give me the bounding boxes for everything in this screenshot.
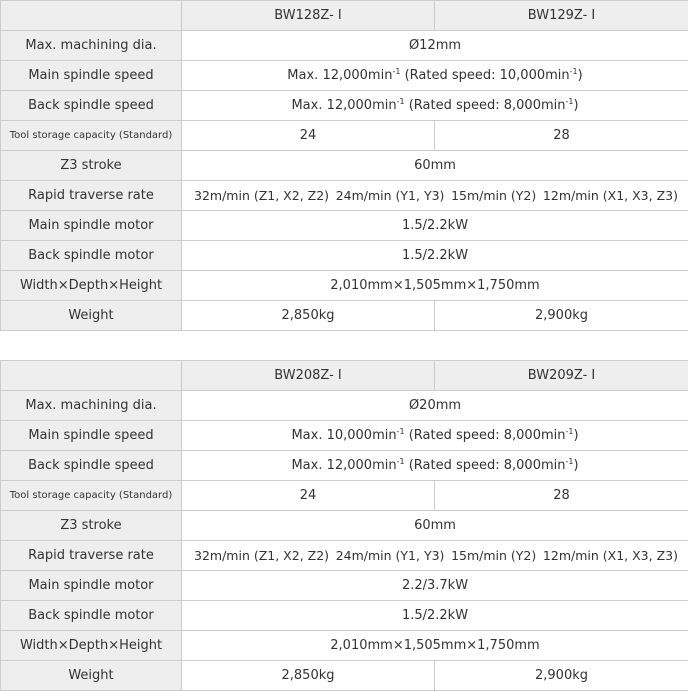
row-value: 60mm <box>182 151 688 181</box>
row-value: 1.5/2.2kW <box>182 241 688 271</box>
spec-row-back-spindle-motor <box>1 241 688 271</box>
paren-close: ) <box>573 98 579 113</box>
row-value: 24 <box>182 121 435 151</box>
paren-close: ) <box>573 458 579 473</box>
row-label: Width×Depth×Height <box>1 271 182 301</box>
row-label: Main spindle motor <box>1 571 182 601</box>
row-value <box>182 541 688 571</box>
header-row <box>1 1 688 31</box>
exponent: -1 <box>565 427 574 436</box>
spec-row-main-spindle-speed <box>1 61 688 91</box>
spec-row-rapid-traverse <box>1 181 688 211</box>
spec-row-main-spindle-speed <box>1 421 688 451</box>
row-value: 2,010mm×1,505mm×1,750mm <box>182 271 688 301</box>
model-header: BW128Z- Ⅰ <box>182 1 435 31</box>
spec-table <box>0 360 688 691</box>
row-value: 1.5/2.2kW <box>182 601 688 631</box>
rapid-value: 32m/min (Z1, X2, Z2) <box>194 188 330 203</box>
row-label: Main spindle speed <box>1 61 182 91</box>
row-label: Z3 stroke <box>1 151 182 181</box>
rapid-value: 24m/min (Y1, Y3) <box>335 188 445 203</box>
row-label: Back spindle motor <box>1 241 182 271</box>
row-label: Tool storage capacity (Standard) <box>1 481 182 511</box>
header-row <box>1 361 688 391</box>
rapid-value: 32m/min (Z1, X2, Z2) <box>194 548 330 563</box>
row-label: Weight <box>1 661 182 691</box>
spec-row-tool-storage <box>1 481 688 511</box>
header-corner <box>1 361 182 391</box>
paren-close: ) <box>577 68 583 83</box>
rapid-values <box>182 188 688 203</box>
rapid-value: 12m/min (X1, X3, Z3) <box>542 548 678 563</box>
spec-row-main-spindle-motor <box>1 571 688 601</box>
row-value: 1.5/2.2kW <box>182 211 688 241</box>
row-value <box>182 91 688 121</box>
row-value: 2,900kg <box>435 301 688 331</box>
speed-rated: (Rated speed: 8,000min <box>404 98 566 113</box>
rapid-value: 15m/min (Y2) <box>451 188 537 203</box>
paren-close: ) <box>573 428 579 443</box>
row-value <box>182 421 688 451</box>
rapid-value: 12m/min (X1, X3, Z3) <box>542 188 678 203</box>
row-value: 24 <box>182 481 435 511</box>
exponent: -1 <box>396 427 405 436</box>
spec-row-machining-dia <box>1 391 688 421</box>
rapid-value: 15m/min (Y2) <box>451 548 537 563</box>
rapid-values <box>182 548 688 563</box>
row-value: 2,010mm×1,505mm×1,750mm <box>182 631 688 661</box>
speed-rated: (Rated speed: 8,000min <box>404 458 566 473</box>
row-value: 60mm <box>182 511 688 541</box>
speed-rated: (Rated speed: 10,000min <box>400 68 570 83</box>
row-value <box>182 61 688 91</box>
row-value: 2.2/3.7kW <box>182 571 688 601</box>
header-corner <box>1 1 182 31</box>
table-gap <box>0 331 688 360</box>
row-label: Main spindle speed <box>1 421 182 451</box>
row-value: Ø20mm <box>182 391 688 421</box>
row-value: Ø12mm <box>182 31 688 61</box>
spec-row-z3-stroke <box>1 511 688 541</box>
row-value: 2,850kg <box>182 301 435 331</box>
spec-row-rapid-traverse <box>1 541 688 571</box>
model-header: BW208Z- Ⅰ <box>182 361 435 391</box>
speed-max: Max. 12,000min <box>287 68 393 83</box>
spec-row-back-spindle-speed <box>1 91 688 121</box>
row-label: Back spindle speed <box>1 91 182 121</box>
spec-row-z3-stroke <box>1 151 688 181</box>
exponent: -1 <box>396 97 405 106</box>
row-label: Tool storage capacity (Standard) <box>1 121 182 151</box>
speed-rated: (Rated speed: 8,000min <box>404 428 566 443</box>
spec-row-dimensions <box>1 631 688 661</box>
spec-row-weight <box>1 301 688 331</box>
row-label: Weight <box>1 301 182 331</box>
row-label: Max. machining dia. <box>1 391 182 421</box>
row-label: Back spindle speed <box>1 451 182 481</box>
row-value: 2,900kg <box>435 661 688 691</box>
spec-row-back-spindle-speed <box>1 451 688 481</box>
speed-max: Max. 12,000min <box>291 98 397 113</box>
row-value <box>182 181 688 211</box>
rapid-value: 24m/min (Y1, Y3) <box>335 548 445 563</box>
spec-row-tool-storage <box>1 121 688 151</box>
row-label: Back spindle motor <box>1 601 182 631</box>
row-label: Main spindle motor <box>1 211 182 241</box>
row-value: 28 <box>435 121 688 151</box>
exponent: -1 <box>565 97 574 106</box>
row-value: 28 <box>435 481 688 511</box>
row-value: 2,850kg <box>182 661 435 691</box>
spec-row-back-spindle-motor <box>1 601 688 631</box>
exponent: -1 <box>569 67 578 76</box>
spec-row-main-spindle-motor <box>1 211 688 241</box>
spec-row-machining-dia <box>1 31 688 61</box>
speed-max: Max. 10,000min <box>291 428 397 443</box>
exponent: -1 <box>392 67 401 76</box>
model-header: BW129Z- Ⅰ <box>435 1 688 31</box>
row-label: Width×Depth×Height <box>1 631 182 661</box>
row-value <box>182 451 688 481</box>
row-label: Rapid traverse rate <box>1 181 182 211</box>
row-label: Rapid traverse rate <box>1 541 182 571</box>
spec-row-dimensions <box>1 271 688 301</box>
row-label: Max. machining dia. <box>1 31 182 61</box>
spec-table <box>0 0 688 331</box>
exponent: -1 <box>565 457 574 466</box>
exponent: -1 <box>396 457 405 466</box>
model-header: BW209Z- Ⅰ <box>435 361 688 391</box>
speed-max: Max. 12,000min <box>291 458 397 473</box>
spec-row-weight <box>1 661 688 691</box>
row-label: Z3 stroke <box>1 511 182 541</box>
